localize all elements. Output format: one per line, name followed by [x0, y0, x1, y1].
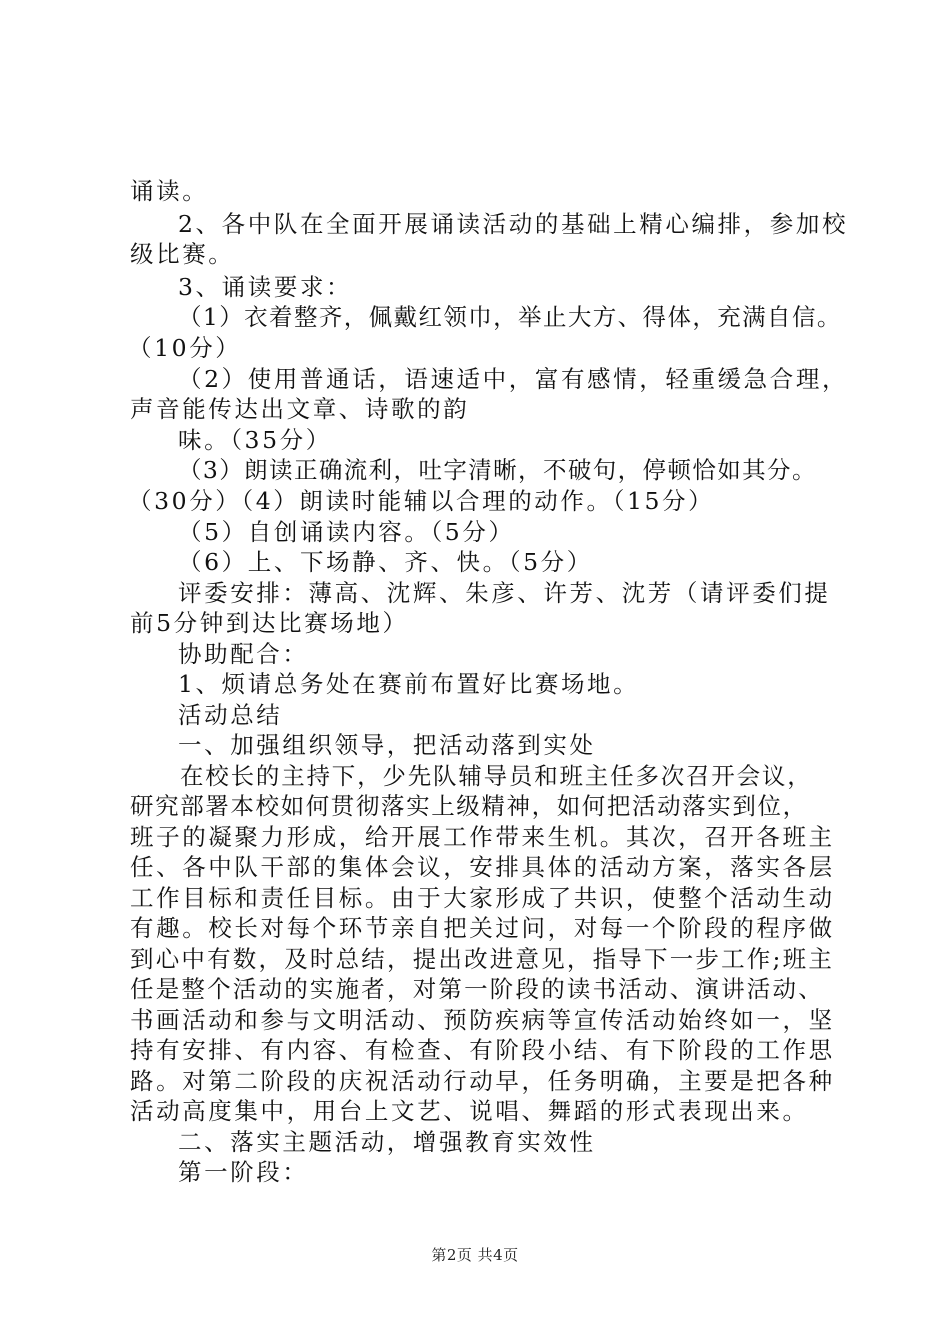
text-line: 到心中有数，及时总结，提出改进意见，指导下一步工作;班主: [130, 945, 835, 973]
text-line: （2）使用普通话，语速适中，富有感情，轻重缓急合理，: [178, 365, 849, 393]
text-line: 工作目标和责任目标。由于大家形成了共识，使整个活动生动: [130, 884, 835, 912]
page-number-footer: 第2页 共4页: [431, 1246, 519, 1264]
text-line: 3、诵读要求：: [178, 273, 353, 301]
text-line: 任是整个活动的实施者，对第一阶段的读书活动、演讲活动、: [130, 975, 824, 1003]
text-line: 评委安排：薄高、沈辉、朱彦、许芳、沈芳（请评委们提: [178, 579, 831, 607]
text-line: （3）朗读正确流利，吐字清晰，不破句，停顿恰如其分。: [178, 456, 817, 484]
text-line: 持有安排、有内容、有检查、有阶段小结、有下阶段的工作思: [130, 1036, 835, 1064]
text-line: 活动高度集中，用台上文艺、说唱、舞蹈的形式表现出来。: [130, 1097, 809, 1125]
text-line: 班子的凝聚力形成，给开展工作带来生机。其次，召开各班主: [130, 823, 835, 851]
text-line: 第一阶段：: [178, 1158, 309, 1186]
text-line: 任、各中队干部的集体会议，安排具体的活动方案，落实各层: [130, 853, 835, 881]
text-line: 书画活动和参与文明活动、预防疾病等宣传活动始终如一，坚: [130, 1006, 835, 1034]
text-line: 味。（35分）: [178, 426, 332, 454]
text-line: （6）上、下场静、齐、快。（5分）: [178, 548, 593, 576]
text-line: 1、烦请总务处在赛前布置好比赛场地。: [178, 670, 640, 698]
text-line: 研究部署本校如何贯彻落实上级精神，如何把活动落实到位，: [130, 792, 808, 820]
text-line: 有趣。校长对每个环节亲自把关过问，对每一个阶段的程序做: [130, 914, 835, 942]
section-heading: 一、加强组织领导，把活动落到实处: [178, 731, 596, 759]
text-line: 声音能传达出文章、诗歌的韵: [130, 395, 470, 423]
text-line: 2、各中队在全面开展诵读活动的基础上精心编排，参加校: [178, 210, 849, 238]
text-line: 在校长的主持下，少先队辅导员和班主任多次召开会议，: [180, 762, 813, 790]
text-line: （1）衣着整齐，佩戴红领巾，举止大方、得体，充满自信。: [178, 303, 842, 331]
text-line: （5）自创诵读内容。（5分）: [178, 518, 515, 546]
section-heading: 二、落实主题活动，增强教育实效性: [178, 1128, 596, 1156]
section-heading: 活动总结: [178, 701, 283, 729]
text-line: 路。对第二阶段的庆祝活动行动早，任务明确，主要是把各种: [130, 1067, 835, 1095]
text-line: （30分）（4）朗读时能辅以合理的动作。（15分）: [128, 487, 715, 515]
text-line: 诵读。: [130, 177, 209, 205]
text-line: 前5分钟到达比赛场地）: [130, 609, 409, 637]
text-line: 协助配合：: [178, 640, 309, 668]
text-line: （10分）: [128, 334, 242, 362]
text-line: 级比赛。: [130, 240, 235, 268]
